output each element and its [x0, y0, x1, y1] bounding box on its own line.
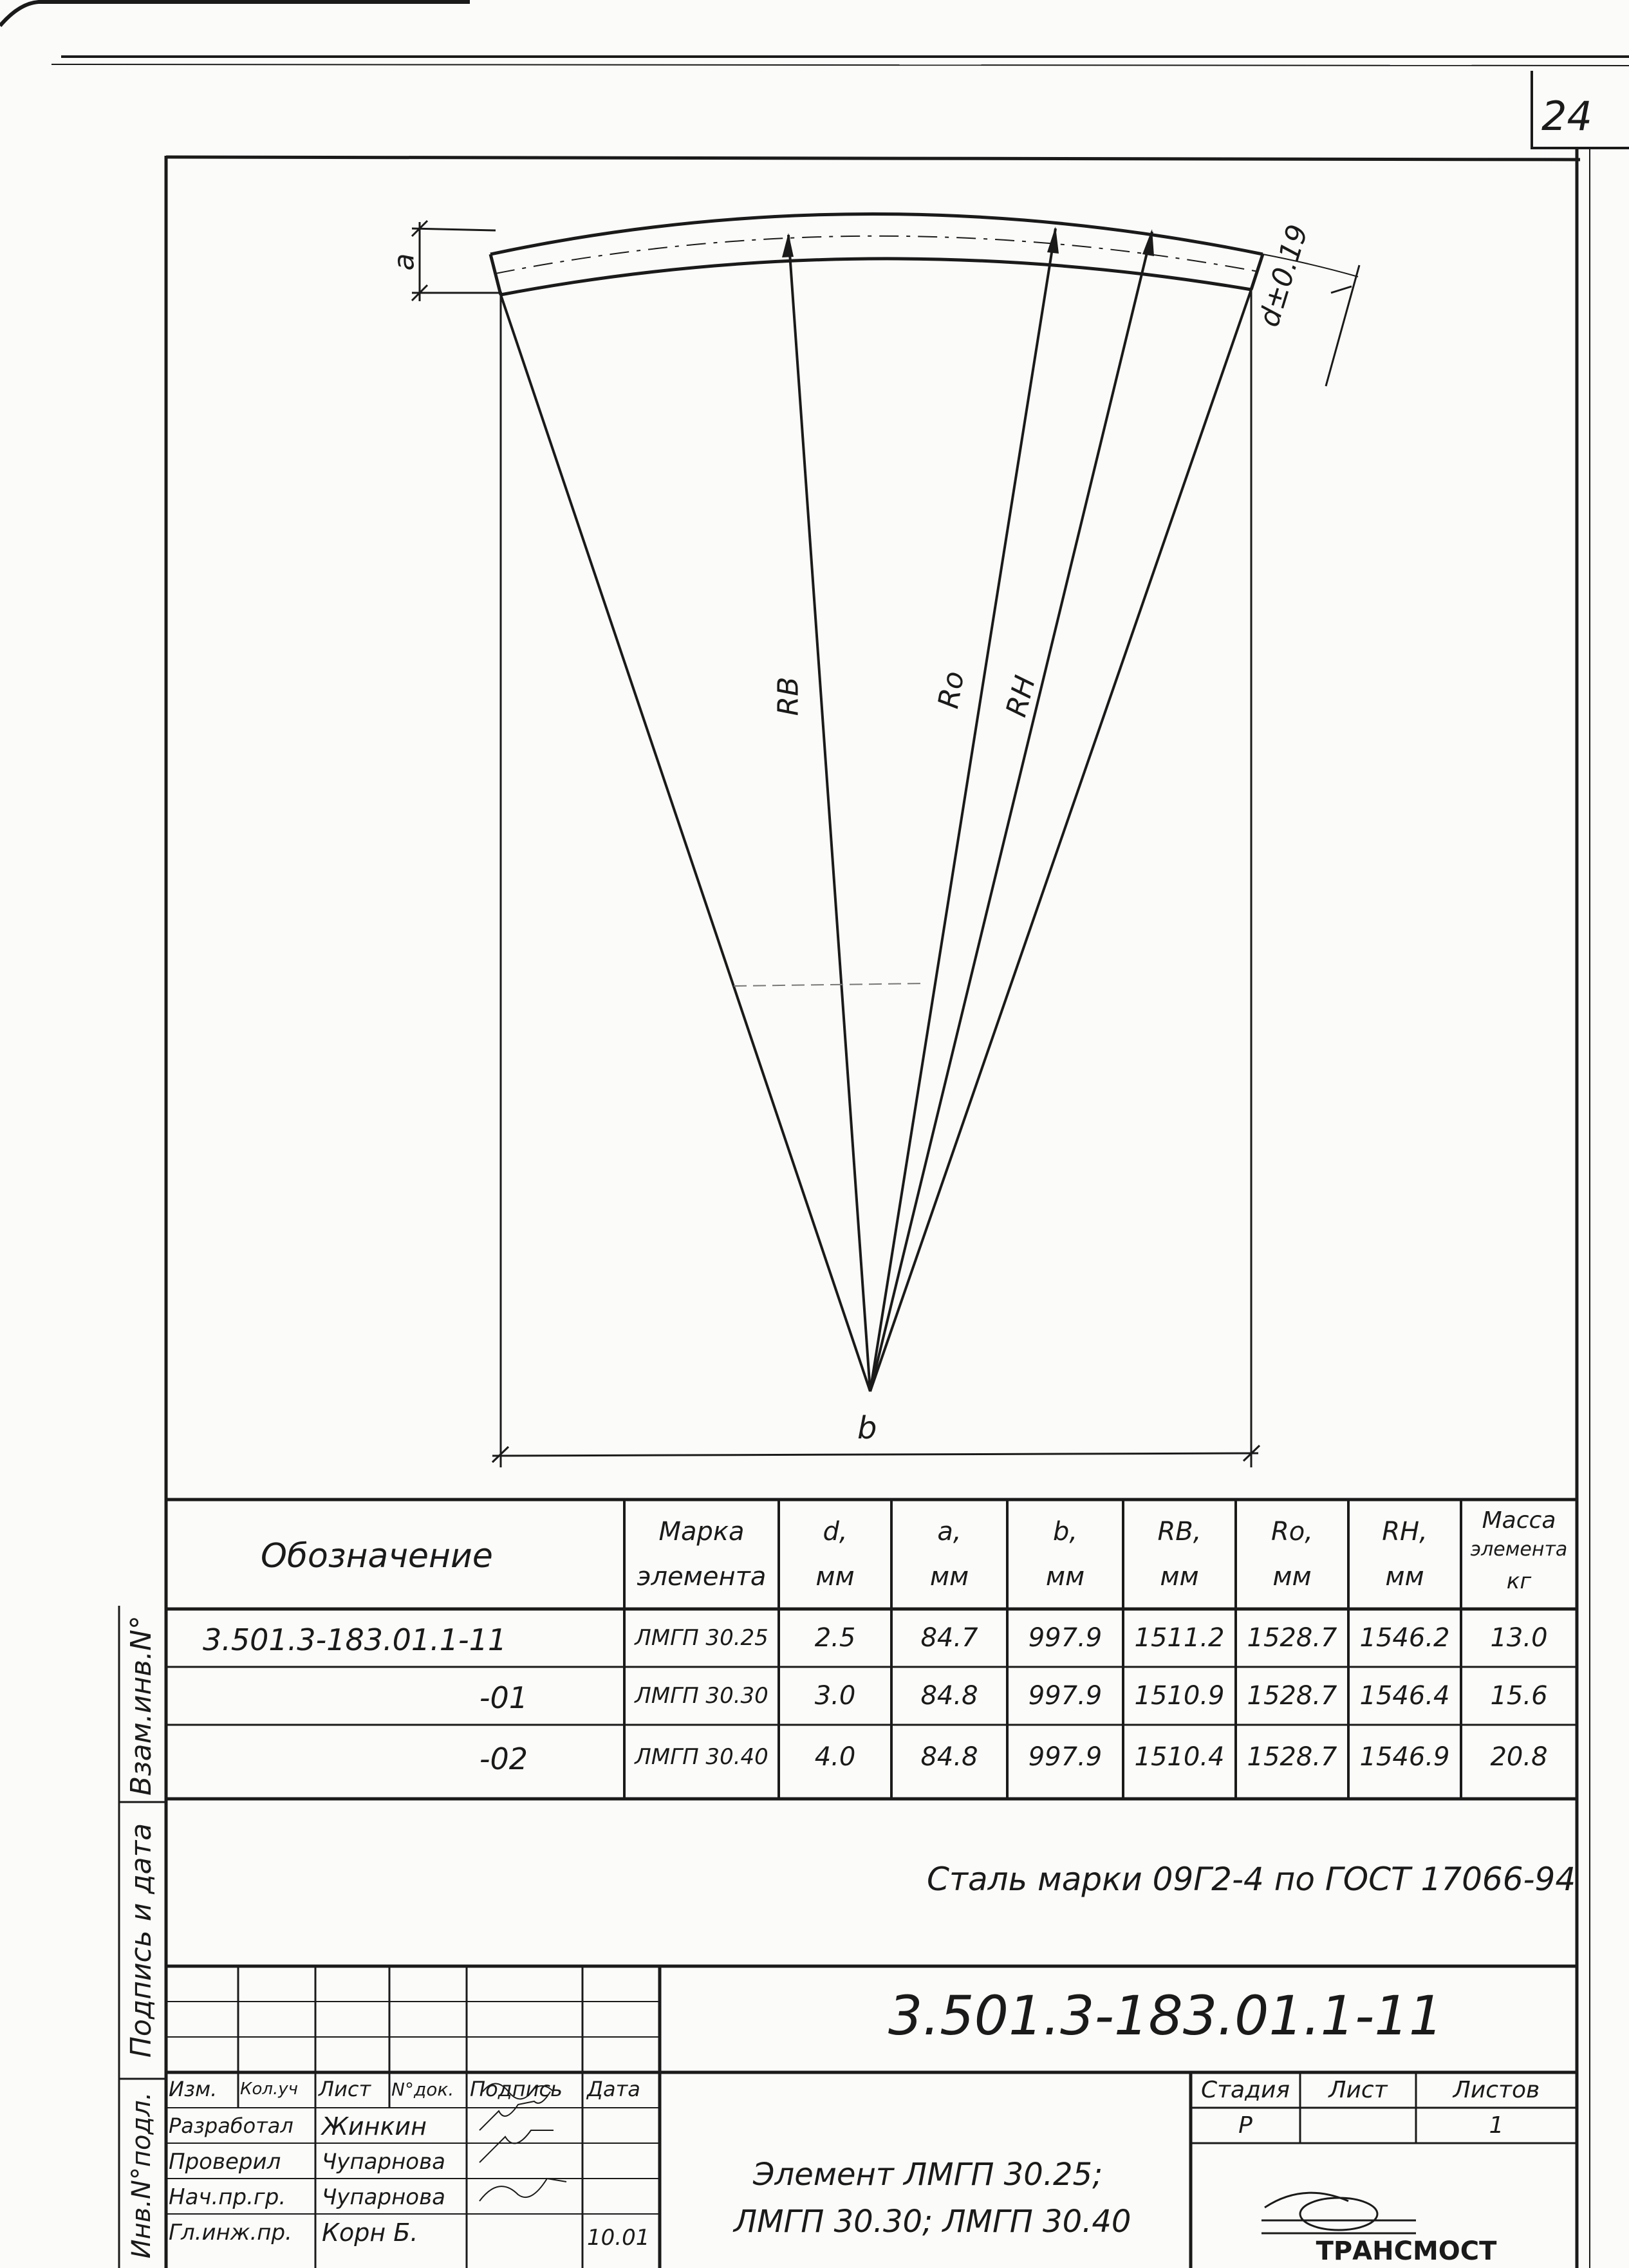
role-developed: Разработал: [169, 2114, 293, 2138]
row-1-rv: 1511.2: [1134, 1623, 1225, 1653]
arch-segment: [490, 214, 1358, 295]
row-2-ro: 1528.7: [1247, 1681, 1337, 1711]
sheet-number: 24: [1541, 93, 1592, 140]
name-chief-engineer: Корн Б.: [322, 2218, 418, 2247]
row-2-rv: 1510.9: [1134, 1681, 1225, 1711]
center-dashes: [734, 983, 927, 986]
header-b-2: мм: [1045, 1562, 1085, 1592]
row-3-mass: 20.8: [1490, 1742, 1548, 1772]
sheet-label: Лист: [1328, 2077, 1388, 2103]
col-header-kol: Кол.уч: [240, 2079, 298, 2099]
row-2-d: 3.0: [814, 1681, 856, 1711]
ray-ro: [870, 228, 1056, 1391]
row-1-mass: 13.0: [1490, 1623, 1548, 1653]
row-1-a: 84.7: [920, 1623, 978, 1653]
header-mass-1: Масса: [1482, 1507, 1556, 1534]
radius-lines: [501, 228, 1251, 1391]
row-3-a: 84.8: [920, 1742, 978, 1772]
ray-left-end: [501, 295, 870, 1391]
col-header-date: Дата: [587, 2077, 640, 2101]
role-checked: Проверил: [169, 2149, 281, 2175]
element-title-line-1: Элемент ЛМГП 30.25;: [753, 2157, 1103, 2193]
company-logo: [1261, 2193, 1416, 2233]
dimension-b: [492, 1445, 1260, 1462]
stage-value: Р: [1238, 2112, 1252, 2139]
label-ro: Ro: [932, 669, 971, 711]
ray-rv: [788, 235, 870, 1391]
header-rn-2: мм: [1385, 1562, 1424, 1592]
arrow-ro: [1047, 227, 1059, 254]
header-a-1: a,: [937, 1517, 962, 1547]
label-a: a: [387, 253, 421, 271]
row-3-rv: 1510.4: [1134, 1742, 1225, 1772]
row-1-mark: ЛМГП 30.25: [635, 1625, 768, 1651]
dimension-a: [412, 221, 502, 301]
header-ro-1: Ro,: [1271, 1517, 1313, 1547]
name-checked: Чупарнова: [322, 2149, 445, 2175]
header-ro-2: мм: [1272, 1562, 1312, 1592]
ray-rn: [870, 232, 1152, 1391]
row-2-a: 84.8: [920, 1681, 978, 1711]
col-header-ndok: N°док.: [391, 2079, 454, 2100]
header-rn-1: RН,: [1382, 1517, 1428, 1547]
element-title-line-2: ЛМГП 30.30; ЛМГП 30.40: [734, 2204, 1131, 2240]
frame-top: [166, 157, 1580, 160]
sheets-label: Листов: [1453, 2077, 1540, 2103]
row-1-rn: 1546.2: [1359, 1623, 1450, 1653]
arch-end-right: [1251, 254, 1263, 290]
header-d-1: d,: [823, 1517, 848, 1547]
role-head-group: Нач.пр.гр.: [169, 2184, 286, 2210]
label-rv: RВ: [772, 676, 805, 716]
row-3-ro: 1528.7: [1247, 1742, 1337, 1772]
col-header-izm: Изм.: [169, 2077, 218, 2101]
col-header-sign: Подпись: [470, 2077, 563, 2101]
arch-end-left: [490, 254, 501, 295]
row-1-d: 2.5: [814, 1623, 856, 1653]
row-2-designation: -01: [479, 1680, 528, 1715]
side-sign-date: Подпись и дата: [125, 1823, 158, 2058]
header-mark-1: Марка: [658, 1517, 745, 1547]
header-mass-2: элемента: [1470, 1538, 1568, 1561]
name-head-group: Чупарнова: [322, 2184, 445, 2210]
header-b-1: b,: [1052, 1517, 1078, 1547]
header-rv-2: мм: [1160, 1562, 1199, 1592]
header-rv-1: RВ,: [1157, 1517, 1202, 1547]
arrow-rv: [782, 233, 794, 257]
row-3-b: 997.9: [1028, 1742, 1103, 1772]
row-2-rn: 1546.4: [1359, 1681, 1450, 1711]
date-last: 10.01: [587, 2225, 650, 2251]
row-2-b: 997.9: [1028, 1681, 1103, 1711]
header-designation: Обозначение: [261, 1537, 493, 1576]
side-inv-orig: Инв.N°подл.: [127, 2092, 156, 2259]
col-header-list: Лист: [319, 2077, 371, 2101]
ray-right-end: [870, 290, 1251, 1391]
header-mark-2: элемента: [637, 1562, 767, 1592]
name-developed: Жинкин: [322, 2112, 427, 2141]
doc-code: 3.501.3-183.01.1-11: [888, 1984, 1444, 2047]
header-d-2: мм: [815, 1562, 855, 1592]
row-2-mass: 15.6: [1490, 1681, 1548, 1711]
scan-edge-line: [0, 2, 470, 26]
dimension-d: [1326, 265, 1359, 386]
sheets-value: 1: [1489, 2112, 1504, 2139]
role-chief-engineer: Гл.инж.пр.: [169, 2220, 292, 2245]
steel-note: Сталь марки 09Г2-4 по ГОСТ 17066-94: [927, 1861, 1576, 1898]
side-inv-replace: Взам.инв.N°: [125, 1615, 158, 1796]
header-a-2: мм: [929, 1562, 969, 1592]
row-2-mark: ЛМГП 30.30: [635, 1683, 768, 1709]
label-rn: RН: [1000, 672, 1043, 721]
label-d: d±0.19: [1252, 221, 1315, 331]
row-3-rn: 1546.9: [1359, 1742, 1450, 1772]
header-mass-3: кг: [1506, 1568, 1532, 1594]
top-border-line-2: [51, 64, 1629, 66]
row-1-ro: 1528.7: [1247, 1623, 1337, 1653]
row-3-d: 4.0: [814, 1742, 856, 1772]
row-1-designation: 3.501.3-183.01.1-11: [203, 1622, 507, 1657]
row-1-b: 997.9: [1028, 1623, 1103, 1653]
stage-label: Стадия: [1200, 2077, 1290, 2103]
row-3-mark: ЛМГП 30.40: [635, 1744, 768, 1770]
label-b: b: [857, 1410, 877, 1446]
company-logo-text: ТРАНСМОСТ: [1316, 2236, 1497, 2266]
row-3-designation: -02: [479, 1742, 528, 1776]
